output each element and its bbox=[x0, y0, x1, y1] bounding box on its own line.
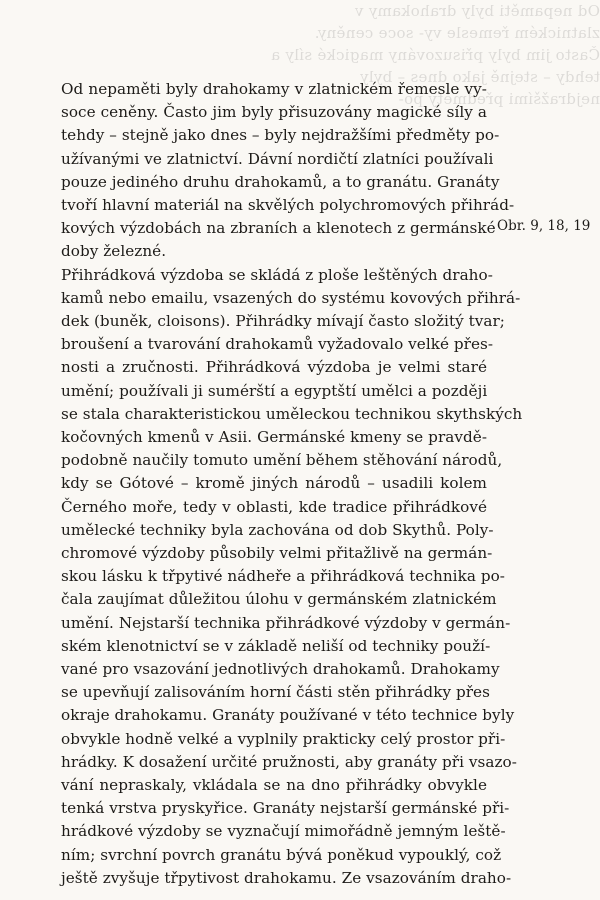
text-line: obvykle hodně velké a vyplnily prakticky celý prostor při- bbox=[61, 729, 506, 748]
text-line: ském klenotnictví se v základě neliší od techniky použí- bbox=[61, 636, 491, 655]
text-line: kdy se Gótové – kromě jiných národů – usadili kolem bbox=[61, 474, 487, 493]
text-line: tenká vrstva pryskyřice. Granáty nejstarší germánské při- bbox=[61, 799, 510, 818]
text-line: hrádkové výzdoby se vyznačují mimořádně jemným leště- bbox=[61, 822, 506, 841]
figure-reference-note: Obr. 9, 18, 19 bbox=[497, 218, 591, 235]
text-line: podobně naučily tomuto umění během stěhování národů, bbox=[61, 451, 503, 470]
text-line: ním; svrchní povrch granátu bývá poněkud vypouklý, což bbox=[61, 845, 502, 864]
text-line: kových výzdobách na zbraních a klenotech z germánské bbox=[61, 219, 496, 238]
text-line: okraje drahokamu. Granáty používané v této technice byly bbox=[61, 706, 515, 725]
text-line: hrádky. K dosažení určité pružnosti, aby granáty při vsazo- bbox=[61, 752, 517, 771]
text-line: čala zaujímat důležitou úlohu v germánském zlatnickém bbox=[61, 590, 497, 609]
text-line: vané pro vsazování jednotlivých drahokamů. Drahokamy bbox=[61, 660, 500, 678]
text-line: kočovných kmenů v Asii. Germánské kmeny se pravdě- bbox=[61, 428, 487, 446]
text-line: Černého moře, tedy v oblasti, kde tradice přihrádkové bbox=[61, 497, 487, 516]
text-line: pouze jediného druhu drahokamů, a to granátu. Granáty bbox=[61, 172, 500, 191]
text-line: Od nepaměti byly drahokamy v zlatnickém řemesle vy- bbox=[61, 80, 487, 98]
text-line: se upevňují zalisováním horní části stěn přihrádky přes bbox=[61, 683, 490, 702]
text-line: nosti a zručnosti. Přihrádková výzdoba je velmi staré bbox=[61, 358, 487, 377]
text-line: tvoří hlavní materiál na skvělých polychromových přihrád- bbox=[61, 196, 515, 214]
show-through-text: Od nepaměti byly drahokamy v zlatnickém řemesle vy- soce ceněny. Často jim byly přisuzovány magické síly a tehdy – stejně jako dnes – byly nejdražšími předměty po- bbox=[270, 2, 600, 108]
text-line: vání nepraskaly, vkládala se na dno přihrádky obvykle bbox=[61, 776, 487, 794]
text-line: broušení a tvarování drahokamů vyžadovalo velké přes- bbox=[61, 335, 494, 354]
text-line: se stala charakteristickou uměleckou technikou skythských bbox=[61, 404, 523, 423]
text-line: dek (buněk, cloisons). Přihrádky mívají často složitý tvar; bbox=[61, 312, 505, 330]
text-line: Přihrádková výzdoba se skládá z ploše leštěných draho- bbox=[61, 265, 493, 284]
text-line: doby železné. bbox=[61, 242, 167, 261]
text-line: ještě zvyšuje třpytivost drahokamu. Ze vsazováním draho- bbox=[61, 868, 512, 887]
text-line: užívanými ve zlatnictví. Dávní nordičtí zlatníci používali bbox=[61, 149, 494, 168]
text-line: tehdy – stejně jako dnes – byly nejdražšími předměty po- bbox=[61, 126, 500, 145]
text-line: umění. Nejstarší technika přihrádkové výzdoby v germán- bbox=[61, 613, 511, 632]
text-line: skou lásku k třpytivé nádheře a přihrádková technika po- bbox=[61, 567, 505, 586]
text-line: kamů nebo emailu, vsazených do systému kovových přihrá- bbox=[61, 288, 521, 307]
text-line: chromové výzdoby působily velmi přitažlivě na germán- bbox=[61, 544, 493, 562]
text-line: umění; používali ji sumérští a egyptští umělci a později bbox=[61, 381, 488, 400]
text-line: umělecké techniky byla zachována od dob Skythů. Poly- bbox=[61, 520, 494, 539]
text-line: soce ceněny. Často jim byly přisuzovány magické síly a bbox=[61, 103, 487, 122]
